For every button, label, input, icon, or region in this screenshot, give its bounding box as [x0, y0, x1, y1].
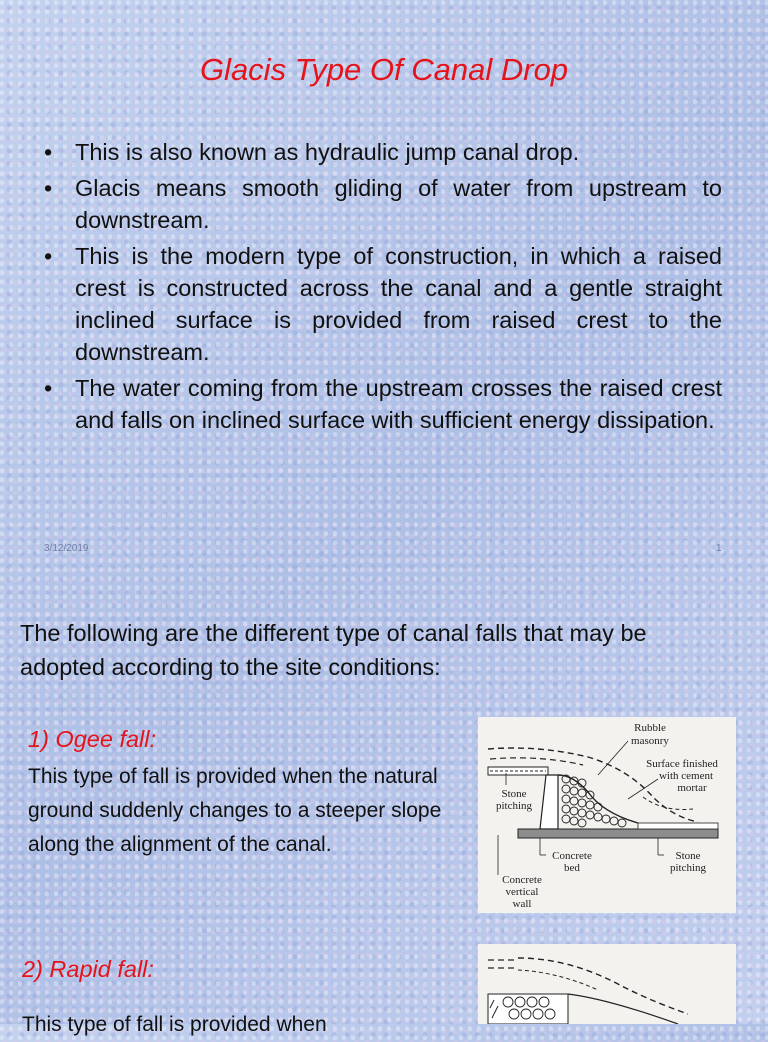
label-stone-left: Stone [501, 788, 527, 800]
bullet-item [44, 372, 722, 436]
label-mortar: mortar [677, 782, 707, 794]
bullet-text: This is the modern type of construction, in which a raised crest is constructed across the canal and a gentle straight inclined surface is provided from raised crest to the downstream. [75, 243, 722, 365]
label-surface: Surface finished [646, 758, 718, 770]
ogee-fall-drawing [478, 717, 736, 913]
bullet-icon: • [44, 139, 53, 165]
label-wall-2: vertical [505, 886, 539, 898]
bullet-text: This is also known as hydraulic jump canal drop. [75, 139, 580, 165]
label-concrete-bed-1: Concrete [552, 850, 592, 862]
label-cement: with cement [658, 770, 714, 782]
label-wall-3: wall [512, 898, 532, 910]
slide-date: 3/12/2019 [44, 543, 89, 554]
bullet-item [44, 136, 722, 168]
slide-title: Glacis Type Of Canal Drop [199, 52, 569, 87]
label-concrete-bed-2: bed [564, 862, 580, 874]
bullet-list [44, 136, 722, 440]
rapid-fall-drawing [478, 944, 736, 1024]
ogee-fall-text: This type of fall is provided when the natural ground suddenly changes to a steeper slope along the alignment of the canal. [28, 765, 442, 856]
rapid-fall-diagram [478, 944, 736, 1024]
intro-text: The following are the different type of canal falls that may be adopted according to the site conditions: [20, 620, 647, 680]
bullet-text: The water coming from the upstream crosses the raised crest and falls on inclined surface with sufficient energy dissipation. [75, 375, 722, 433]
bullet-item [44, 172, 722, 236]
bullet-icon: • [44, 243, 53, 269]
bullet-text: Glacis means smooth gliding of water from upstream to downstream. [75, 175, 722, 233]
slide-number: 1 [716, 543, 722, 554]
label-masonry: masonry [631, 735, 669, 747]
rapid-fall-text: This type of fall is provided when [22, 1013, 327, 1036]
bullet-icon: • [44, 175, 53, 201]
label-stone-right: Stone [675, 850, 701, 862]
bullet-icon: • [44, 375, 53, 401]
ogee-fall-diagram [478, 717, 736, 913]
ogee-fall-heading: 1) Ogee fall: [28, 726, 157, 752]
label-wall-1: Concrete [502, 874, 542, 886]
bullet-item [44, 240, 722, 368]
label-pitching-left: pitching [495, 800, 533, 812]
slide-2 [0, 574, 768, 1036]
label-rubble: Rubble [634, 722, 666, 734]
rapid-fall-heading: 2) Rapid fall: [22, 956, 154, 982]
label-pitching-right: pitching [669, 862, 707, 874]
